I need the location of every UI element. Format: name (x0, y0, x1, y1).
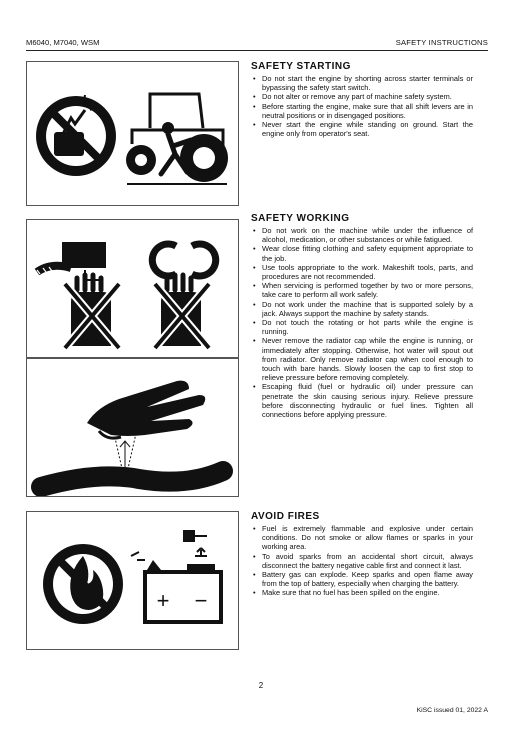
issue-footer: KiSC issued 01, 2022 A (416, 707, 488, 714)
fire-illustration (26, 511, 239, 650)
list-item: • Never remove the radiator cap while the engine is running, or immediately after stopping. Otherwise, hot water will spout out from radiator. Only remove radiator cap when cool enough to touch with bare hands. Slowly loosen the cap to first stop to relieve pressure before removing completely. (251, 336, 473, 382)
avoid-fires-section (251, 511, 473, 598)
battery-disconnect-icon (131, 530, 221, 622)
section-title: SAFETY STARTING (251, 61, 351, 72)
rotating-shaft-icon (37, 242, 106, 280)
no-hand-left-icon (65, 275, 119, 348)
list-item: • Battery gas can explode. Keep sparks and open flame away from the top of battery, especially when charging the battery. (251, 570, 473, 588)
section-title: SAFETY WORKING (251, 213, 350, 224)
list-item: • Do not work under the machine that is supported solely by a jack. Always support the machine by safety stands. (251, 300, 473, 318)
list-item: • Make sure that no fuel has been spilled on the engine. (251, 588, 473, 597)
no-shorting-prohibition-icon (36, 95, 116, 176)
list-item: • Do not work on the machine while under the influence of alcohol, medication, or other substances or while fatigued. (251, 226, 473, 244)
battery-plus-symbol: + (156, 588, 170, 613)
header-divider (26, 50, 488, 51)
no-hand-right-icon (155, 275, 209, 348)
list-item: • Escaping fluid (fuel or hydraulic oil) under pressure can penetrate the skin causing serious injury. Relieve pressure before disconnecting hydraulic or fuel lines. Tighten all connections before applying pressure. (251, 382, 473, 419)
safety-working-section (251, 213, 473, 419)
list-item: • When servicing is performed together by two or more persons, take care to perform all work safely. (251, 281, 473, 299)
hydraulic-hose-icon (41, 471, 223, 487)
fluid-injection-illustration (26, 358, 239, 497)
clothing-illustration (26, 219, 239, 358)
battery-minus-symbol: − (194, 588, 208, 613)
list-item: • Never start the engine while standing on ground. Start the engine only from operator's seat. (251, 120, 473, 138)
list-item: • Use tools appropriate to the work. Makeshift tools, parts, and procedures are not recommended. (251, 263, 473, 281)
list-item: • Do not touch the rotating or hot parts while the engine is running. (251, 318, 473, 336)
bullet-list (251, 226, 473, 419)
starting-illustration (26, 61, 239, 206)
page-number: 2 (258, 681, 264, 690)
list-item: • Fuel is extremely flammable and explosive under certain conditions. Do not smoke or allow flames or sparks in your working area. (251, 524, 473, 552)
chapter-title: SAFETY INSTRUCTIONS (395, 38, 488, 47)
list-item: • To avoid sparks from an accidental short circuit, always disconnect the battery negative cable first and connect it last. (251, 552, 473, 570)
list-item: • Do not start the engine by shorting across starter terminals or bypassing the safety start switch. (251, 74, 473, 92)
no-flame-prohibition-icon (43, 544, 123, 624)
page-header (26, 38, 488, 50)
bullet-list (251, 524, 473, 598)
tractor-operator-icon (126, 94, 228, 184)
list-item: • Wear close fitting clothing and safety equipment appropriate to the job. (251, 244, 473, 262)
list-item: • Do not alter or remove any part of machine safety system. (251, 92, 473, 101)
manual-model-label: M6040, M7040, WSM (26, 38, 100, 47)
list-item: • Before starting the engine, make sure that all shift levers are in neutral positions or in disengaged positions. (251, 102, 473, 120)
rotating-arrows-icon (152, 244, 215, 276)
safety-starting-section (251, 61, 473, 138)
hand-icon (87, 381, 205, 438)
section-title: AVOID FIRES (251, 511, 320, 522)
bullet-list (251, 74, 473, 138)
